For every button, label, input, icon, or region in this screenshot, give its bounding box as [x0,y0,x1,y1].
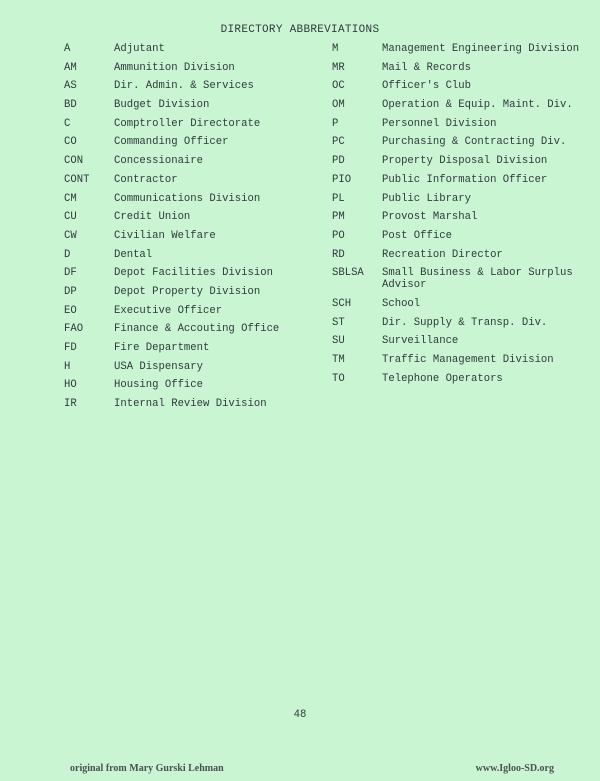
abbreviation-definition: Budget Division [114,99,210,112]
abbreviation-definition: Depot Facilities Division [114,267,273,280]
abbreviation-code: CW [64,229,77,242]
abbreviation-definition: Officer's Club [382,80,472,93]
abbreviation-entry [64,211,326,223]
abbreviation-entry [64,305,326,317]
abbreviation-code: SBLSA [332,267,364,280]
abbreviation-definition: Internal Review Division [114,398,267,411]
abbreviation-code: ST [332,316,345,329]
abbreviation-definition: Comptroller Directorate [114,117,261,130]
abbreviation-definition: Post Office [382,229,452,242]
abbreviation-code: CO [64,136,77,149]
abbreviation-code: HO [64,379,77,392]
abbreviation-code: OC [332,80,345,93]
abbreviation-definition: Finance & Accouting Office [114,323,280,336]
abbreviation-entry [332,230,594,242]
abbreviation-code: BD [64,99,77,112]
abbreviation-definition: Ammunition Division [114,61,235,74]
abbreviation-code: PL [332,192,345,205]
abbreviation-code: CONT [64,173,90,186]
abbreviation-entry [64,99,326,111]
abbreviation-definition: Small Business & Labor Surplus Advisor [382,267,573,292]
abbreviation-entry [332,354,594,366]
abbreviation-code: RD [332,248,345,261]
abbreviation-entry [332,267,594,291]
abbreviation-code: A [64,43,71,55]
footer-credit: original from Mary Gurski Lehman [70,763,224,774]
abbreviation-definition: Traffic Management Division [382,354,554,366]
abbreviation-code: C [64,117,71,130]
abbreviation-definition: Concessionaire [114,155,204,168]
abbreviation-entry [332,155,594,167]
right-abbreviation-column [332,43,594,385]
abbreviation-entry [332,298,594,310]
abbreviation-entry [332,136,594,148]
abbreviation-code: PM [332,211,345,224]
abbreviation-code: CU [64,211,77,224]
footer-website: www.Igloo-SD.org [475,763,554,774]
abbreviation-definition: Civilian Welfare [114,229,216,242]
abbreviation-definition: Contractor [114,173,178,186]
abbreviation-definition: Recreation Director [382,248,503,261]
abbreviation-entry [64,155,326,167]
abbreviation-definition: Credit Union [114,211,191,224]
abbreviation-definition: Public Library [382,192,472,205]
abbreviation-entry [332,373,594,385]
abbreviation-entry [332,80,594,92]
abbreviation-definition: Fire Department [114,342,210,354]
abbreviation-code: D [64,248,71,261]
abbreviation-entry [64,286,326,298]
abbreviation-entry [64,193,326,205]
abbreviation-entry [332,43,594,55]
abbreviation-code: FD [64,342,77,354]
abbreviation-code: AM [64,61,77,74]
abbreviation-code: IR [64,398,77,411]
abbreviation-code: TO [332,372,345,385]
abbreviation-code: M [332,43,339,55]
abbreviation-code: PD [332,155,345,168]
abbreviation-entry [64,230,326,242]
abbreviation-code: EO [64,304,77,317]
abbreviation-code: CM [64,192,77,205]
abbreviation-code: OM [332,99,345,112]
abbreviation-entry [332,99,594,111]
page-number: 48 [293,709,307,721]
abbreviation-code: MR [332,61,345,74]
abbreviation-code: P [332,117,339,130]
abbreviation-entry [332,62,594,74]
abbreviation-entry [64,174,326,186]
abbreviation-entry [64,398,326,410]
abbreviation-code: SCH [332,297,352,310]
abbreviation-definition: Commanding Officer [114,136,229,149]
abbreviation-definition: Management Engineering Division [382,43,580,55]
left-abbreviation-column [64,43,326,410]
abbreviation-code: H [64,360,71,373]
abbreviation-definition: Provost Marshal [382,211,478,224]
abbreviation-entry [64,342,326,354]
abbreviation-code: PIO [332,173,352,186]
abbreviation-code: DP [64,285,77,298]
abbreviation-definition: Dir. Admin. & Services [114,80,254,93]
abbreviation-code: FAO [64,323,84,336]
abbreviation-definition: School [382,297,421,310]
abbreviation-entry [64,136,326,148]
abbreviation-definition: Telephone Operators [382,372,503,385]
abbreviation-definition: Operation & Equip. Maint. Div. [382,99,573,112]
abbreviation-entry [64,43,326,55]
abbreviation-entry [64,249,326,261]
abbreviation-code: SU [332,335,345,348]
abbreviation-code: AS [64,80,77,93]
abbreviation-definition: Dir. Supply & Transp. Div. [382,316,548,329]
abbreviation-entry [64,118,326,130]
page-title: DIRECTORY ABBREVIATIONS [220,24,380,36]
abbreviation-definition: Depot Property Division [114,285,261,298]
abbreviation-definition: Adjutant [114,43,165,55]
abbreviation-entry [64,379,326,391]
abbreviation-code: TM [332,354,345,366]
abbreviation-entry [332,211,594,223]
abbreviation-code: CON [64,155,84,168]
abbreviation-definition: USA Dispensary [114,360,204,373]
abbreviation-definition: Mail & Records [382,61,472,74]
abbreviation-entry [64,62,326,74]
abbreviation-entry [64,80,326,92]
abbreviation-code: PC [332,136,345,149]
abbreviation-definition: Personnel Division [382,117,497,130]
abbreviation-code: DF [64,267,77,280]
abbreviation-entry [64,267,326,279]
abbreviation-definition: Dental [114,248,153,261]
abbreviation-definition: Communications Division [114,192,261,205]
abbreviation-definition: Surveillance [382,335,459,348]
abbreviation-definition: Executive Officer [114,304,223,317]
abbreviation-code: PO [332,229,345,242]
abbreviation-entry [332,174,594,186]
abbreviation-entry [332,335,594,347]
abbreviation-entry [64,323,326,335]
abbreviation-definition: Public Information Officer [382,173,548,186]
abbreviation-entry [332,317,594,329]
abbreviation-definition: Purchasing & Contracting Div. [382,136,567,149]
abbreviation-entry [64,361,326,373]
abbreviation-entry [332,193,594,205]
abbreviation-entry [332,118,594,130]
abbreviation-entry [332,249,594,261]
abbreviation-definition: Housing Office [114,379,204,392]
abbreviation-definition: Property Disposal Division [382,155,548,168]
